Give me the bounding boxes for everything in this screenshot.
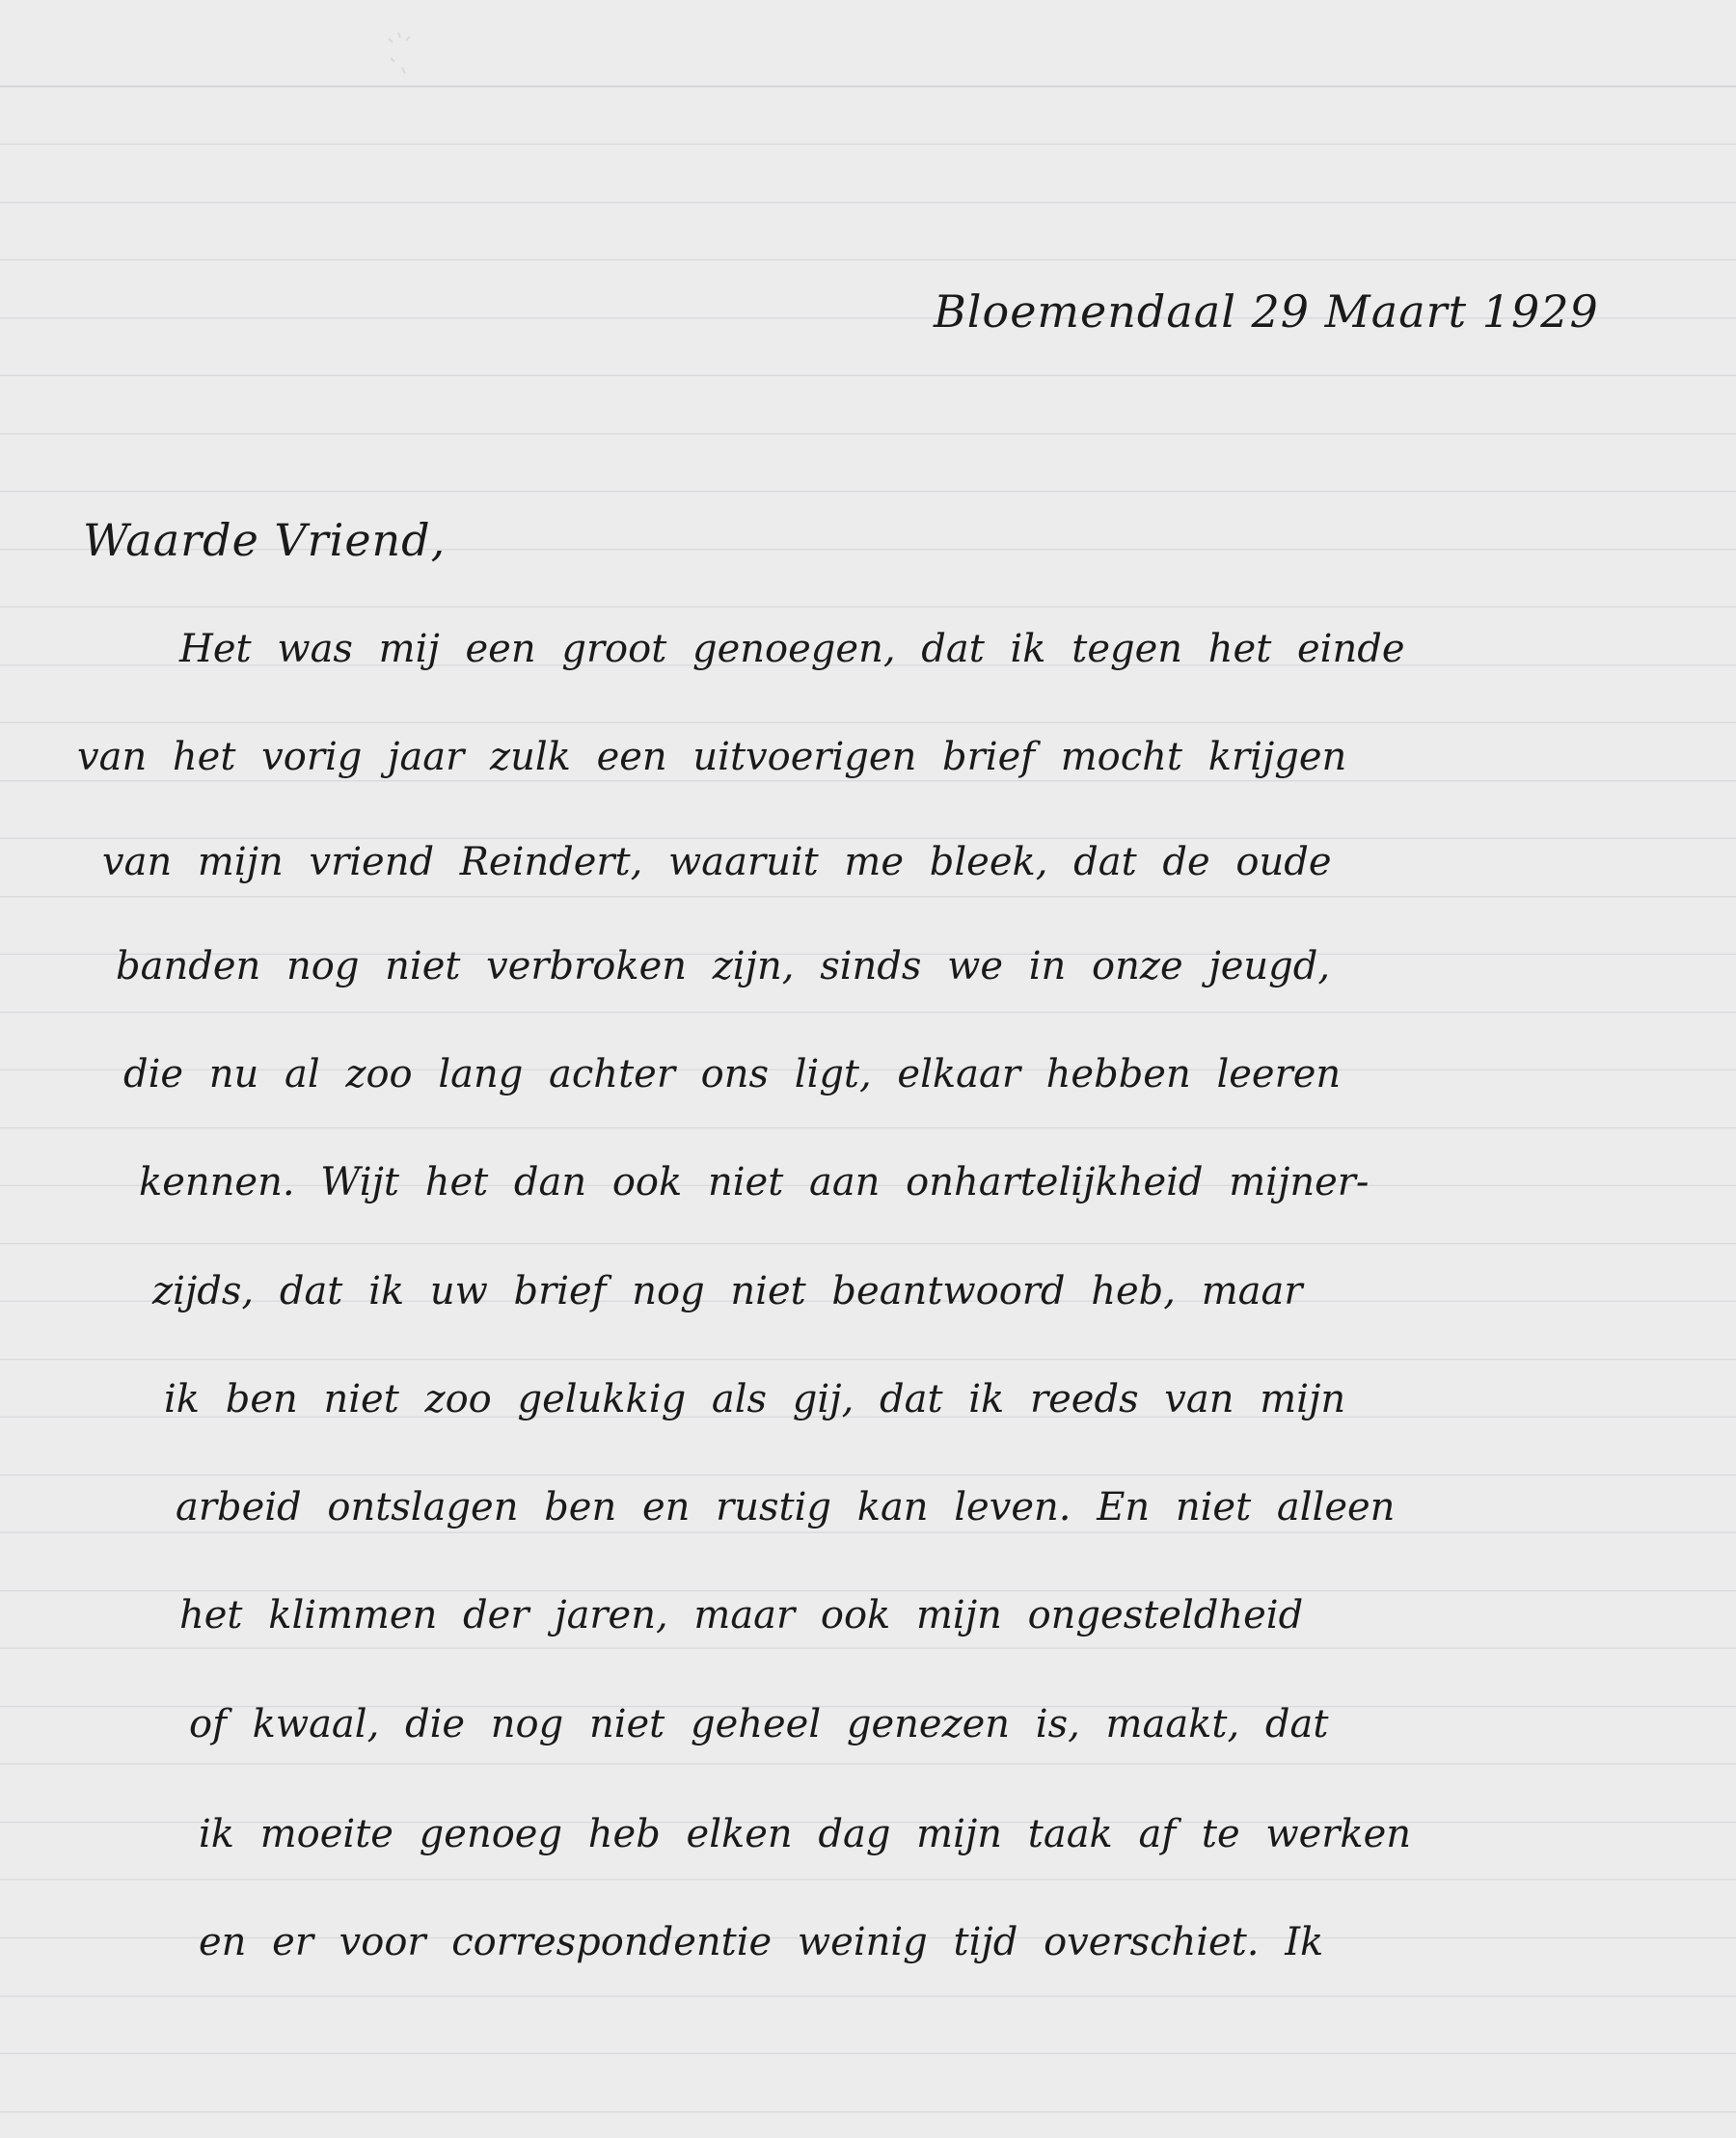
letter-line: ik ben niet zoo gelukkig als gij, dat ik reeds van mijn: [164, 1377, 1346, 1421]
letter-line: Het was mij een groot genoegen, dat ik tegen het einde: [179, 627, 1405, 671]
letter-line: banden nog niet verbroken zijn, sinds we in onze jeugd,: [116, 944, 1331, 988]
letter-line: en er voor correspondentie weinig tijd overschiet. Ik: [199, 1920, 1324, 1964]
letter-line: het klimmen der jaren, maar ook mijn ongesteldheid: [179, 1593, 1304, 1637]
letter-line: van mijn vriend Reindert, waaruit me bleek, dat de oude: [102, 840, 1332, 884]
letter-salutation: Waarde Vriend,: [83, 514, 447, 566]
letter-line: die nu al zoo lang achter ons ligt, elkaar hebben leeren: [123, 1052, 1342, 1096]
letter-line: of kwaal, die nog niet geheel genezen is, maakt, dat: [189, 1702, 1329, 1746]
letter-line: arbeid ontslagen ben en rustig kan leven. En niet alleen: [176, 1485, 1396, 1529]
paper-speck: [381, 29, 420, 87]
letter-line: van het vorig jaar zulk een uitvoerigen brief mocht krijgen: [77, 735, 1347, 779]
letter-line: zijds, dat ik uw brief nog niet beantwoord heb, maar: [152, 1269, 1303, 1313]
letter-dateline: Bloemendaal 29 Maart 1929: [934, 285, 1599, 338]
letter-line: kennen. Wijt het dan ook niet aan onhartelijkheid mijner-: [139, 1160, 1370, 1204]
letter-line: ik moeite genoeg heb elken dag mijn taak af te werken: [199, 1812, 1412, 1856]
